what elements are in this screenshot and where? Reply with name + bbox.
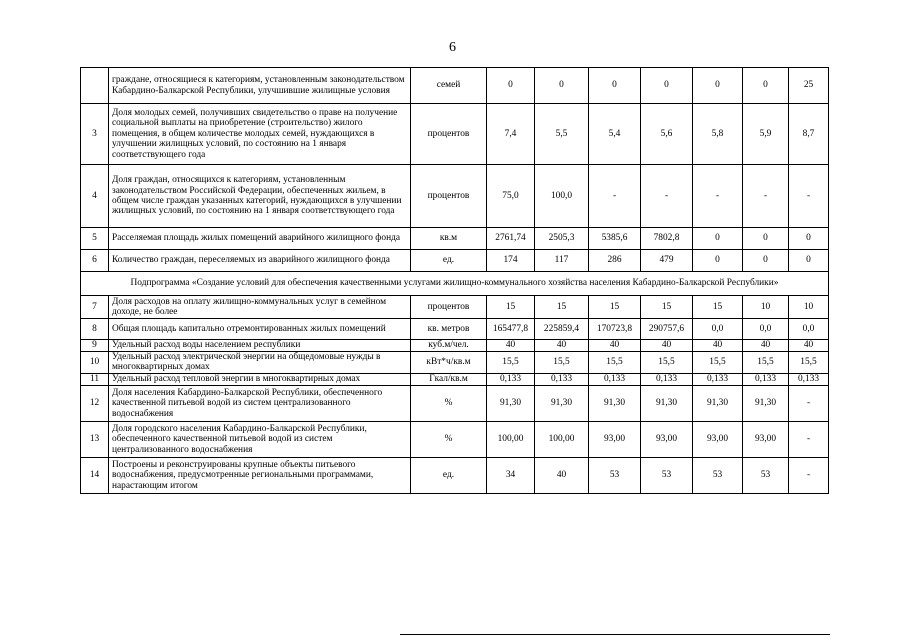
value-cell: 40 <box>535 340 589 352</box>
value-cell: 10 <box>789 296 829 319</box>
value-cell: 91,30 <box>487 385 535 421</box>
value-cell: 0 <box>487 68 535 104</box>
value-cell: 0,0 <box>693 319 743 340</box>
table-row <box>81 296 829 319</box>
value-cell: 0 <box>743 250 789 272</box>
value-cell: 2505,3 <box>535 228 589 250</box>
value-cell: 0,0 <box>789 319 829 340</box>
value-cell: 93,00 <box>589 421 641 457</box>
table-row <box>81 228 829 250</box>
value-cell: 290757,6 <box>641 319 693 340</box>
value-cell: 100,0 <box>535 165 589 228</box>
value-cell: - <box>641 165 693 228</box>
unit-cell: кВт*ч/кв.м <box>411 352 487 374</box>
value-cell: 5,6 <box>641 104 693 165</box>
indicator-name: Доля молодых семей, получивших свидетельство о праве на получение социальной выплаты на приобретение (строительство) жилого помещения, в общем количестве молодых семей, нуждающихся в улучшении жилищных условий, по состоянию на 1 января соответствующего года <box>109 104 411 165</box>
value-cell: 0 <box>693 250 743 272</box>
value-cell: 0,133 <box>535 373 589 385</box>
row-number: 7 <box>81 296 109 319</box>
value-cell: 286 <box>589 250 641 272</box>
value-cell: 7,4 <box>487 104 535 165</box>
table-row <box>81 421 829 457</box>
value-cell: 0 <box>693 228 743 250</box>
value-cell: 0,133 <box>589 373 641 385</box>
row-number <box>81 68 109 104</box>
value-cell: 53 <box>641 457 693 493</box>
indicator-name: Доля городского населения Кабардино-Балкарской Республики, обеспеченного качественной питьевой водой из систем централизованного водоснабжения <box>109 421 411 457</box>
value-cell: 53 <box>743 457 789 493</box>
unit-cell: кв. метров <box>411 319 487 340</box>
table-row <box>81 165 829 228</box>
value-cell: 40 <box>641 340 693 352</box>
indicator-name: Доля расходов на оплату жилищно-коммунальных услуг в семейном доходе, не более <box>109 296 411 319</box>
footer-divider <box>400 634 830 635</box>
indicator-name: Доля граждан, относящихся к категориям, установленным законодательством Российской Федерации, обеспеченных жильем, в общем числе граждан указанных категорий, нуждающихся в улучшении жилищных условий, по состоянию на 1 января соответствующего года <box>109 165 411 228</box>
table-row <box>81 385 829 421</box>
row-number: 9 <box>81 340 109 352</box>
value-cell: 0 <box>789 250 829 272</box>
value-cell: 15,5 <box>789 352 829 374</box>
unit-cell: % <box>411 385 487 421</box>
unit-cell: ед. <box>411 250 487 272</box>
page-number: 6 <box>449 40 456 55</box>
row-number: 14 <box>81 457 109 493</box>
indicator-name: Удельный расход воды населением республики <box>109 340 411 352</box>
value-cell: 170723,8 <box>589 319 641 340</box>
value-cell: 0,0 <box>743 319 789 340</box>
indicator-name: граждане, относящиеся к категориям, установленным законодательством Кабардино-Балкарской Республики, улучшившие жилищные условия <box>109 68 411 104</box>
table-row <box>81 319 829 340</box>
table-row <box>81 340 829 352</box>
value-cell: 0,133 <box>789 373 829 385</box>
row-number: 4 <box>81 165 109 228</box>
row-number: 8 <box>81 319 109 340</box>
table-row <box>81 104 829 165</box>
value-cell: 15,5 <box>743 352 789 374</box>
value-cell: 0 <box>743 68 789 104</box>
unit-cell: кв.м <box>411 228 487 250</box>
row-number: 6 <box>81 250 109 272</box>
value-cell: 91,30 <box>589 385 641 421</box>
value-cell: 93,00 <box>641 421 693 457</box>
value-cell: 15,5 <box>487 352 535 374</box>
value-cell: 0 <box>693 68 743 104</box>
section-row <box>81 272 829 296</box>
value-cell: 0 <box>743 228 789 250</box>
value-cell: 5,9 <box>743 104 789 165</box>
value-cell: 93,00 <box>693 421 743 457</box>
indicator-name: Построены и реконструированы крупные объекты питьевого водоснабжения, предусмотренные региональными программами, нарастающим итогом <box>109 457 411 493</box>
value-cell: 0 <box>535 68 589 104</box>
value-cell: 479 <box>641 250 693 272</box>
indicator-name: Удельный расход электрической энергии на общедомовые нужды в многоквартирных домах <box>109 352 411 374</box>
unit-cell: процентов <box>411 104 487 165</box>
value-cell: 25 <box>789 68 829 104</box>
value-cell: 93,00 <box>743 421 789 457</box>
indicator-name: Количество граждан, переселяемых из аварийного жилищного фонда <box>109 250 411 272</box>
value-cell: 15,5 <box>693 352 743 374</box>
value-cell: 15 <box>487 296 535 319</box>
value-cell: - <box>789 457 829 493</box>
value-cell: 0 <box>589 68 641 104</box>
table-row <box>81 352 829 374</box>
table-row <box>81 250 829 272</box>
value-cell: 10 <box>743 296 789 319</box>
value-cell: 0,133 <box>641 373 693 385</box>
indicators-table <box>80 67 829 494</box>
value-cell: - <box>743 165 789 228</box>
value-cell: 91,30 <box>693 385 743 421</box>
value-cell: - <box>693 165 743 228</box>
row-number: 12 <box>81 385 109 421</box>
row-number: 13 <box>81 421 109 457</box>
value-cell: 7802,8 <box>641 228 693 250</box>
value-cell: 15 <box>641 296 693 319</box>
value-cell: 5,5 <box>535 104 589 165</box>
value-cell: 174 <box>487 250 535 272</box>
value-cell: 8,7 <box>789 104 829 165</box>
value-cell: 0,133 <box>693 373 743 385</box>
value-cell: 165477,8 <box>487 319 535 340</box>
value-cell: 5385,6 <box>589 228 641 250</box>
row-number: 10 <box>81 352 109 374</box>
value-cell: 15,5 <box>535 352 589 374</box>
row-number: 3 <box>81 104 109 165</box>
value-cell: - <box>789 421 829 457</box>
value-cell: 91,30 <box>641 385 693 421</box>
unit-cell: % <box>411 421 487 457</box>
value-cell: 15 <box>535 296 589 319</box>
value-cell: 100,00 <box>535 421 589 457</box>
value-cell: 34 <box>487 457 535 493</box>
indicator-name: Общая площадь капитально отремонтированных жилых помещений <box>109 319 411 340</box>
value-cell: 40 <box>589 340 641 352</box>
value-cell: 15 <box>589 296 641 319</box>
value-cell: 5,4 <box>589 104 641 165</box>
unit-cell: семей <box>411 68 487 104</box>
value-cell: 2761,74 <box>487 228 535 250</box>
value-cell: 91,30 <box>535 385 589 421</box>
value-cell: 0 <box>641 68 693 104</box>
value-cell: - <box>789 165 829 228</box>
value-cell: 0,133 <box>487 373 535 385</box>
value-cell: - <box>589 165 641 228</box>
value-cell: 15,5 <box>589 352 641 374</box>
unit-cell: куб.м/чел. <box>411 340 487 352</box>
table-row <box>81 457 829 493</box>
value-cell: 225859,4 <box>535 319 589 340</box>
value-cell: 40 <box>743 340 789 352</box>
value-cell: 40 <box>487 340 535 352</box>
value-cell: 100,00 <box>487 421 535 457</box>
value-cell: 40 <box>535 457 589 493</box>
indicator-name: Расселяемая площадь жилых помещений аварийного жилищного фонда <box>109 228 411 250</box>
value-cell: 15,5 <box>641 352 693 374</box>
table-row <box>81 68 829 104</box>
unit-cell: процентов <box>411 296 487 319</box>
value-cell: 91,30 <box>743 385 789 421</box>
unit-cell: ед. <box>411 457 487 493</box>
value-cell: 15 <box>693 296 743 319</box>
value-cell: 117 <box>535 250 589 272</box>
unit-cell: процентов <box>411 165 487 228</box>
indicator-name: Доля населения Кабардино-Балкарской Республики, обеспеченного качественной питьевой водой из систем централизованного водоснабжения <box>109 385 411 421</box>
value-cell: 75,0 <box>487 165 535 228</box>
row-number: 5 <box>81 228 109 250</box>
row-number: 11 <box>81 373 109 385</box>
value-cell: 40 <box>789 340 829 352</box>
unit-cell: Гкал/кв.м <box>411 373 487 385</box>
table-row <box>81 373 829 385</box>
value-cell: - <box>789 385 829 421</box>
section-title: Подпрограмма «Создание условий для обеспечения качественными услугами жилищно-коммунального хозяйства населения Кабардино-Балкарской Республики» <box>81 272 829 296</box>
value-cell: 53 <box>693 457 743 493</box>
value-cell: 40 <box>693 340 743 352</box>
value-cell: 0 <box>789 228 829 250</box>
value-cell: 5,8 <box>693 104 743 165</box>
value-cell: 53 <box>589 457 641 493</box>
value-cell: 0,133 <box>743 373 789 385</box>
indicator-name: Удельный расход тепловой энергии в многоквартирных домах <box>109 373 411 385</box>
